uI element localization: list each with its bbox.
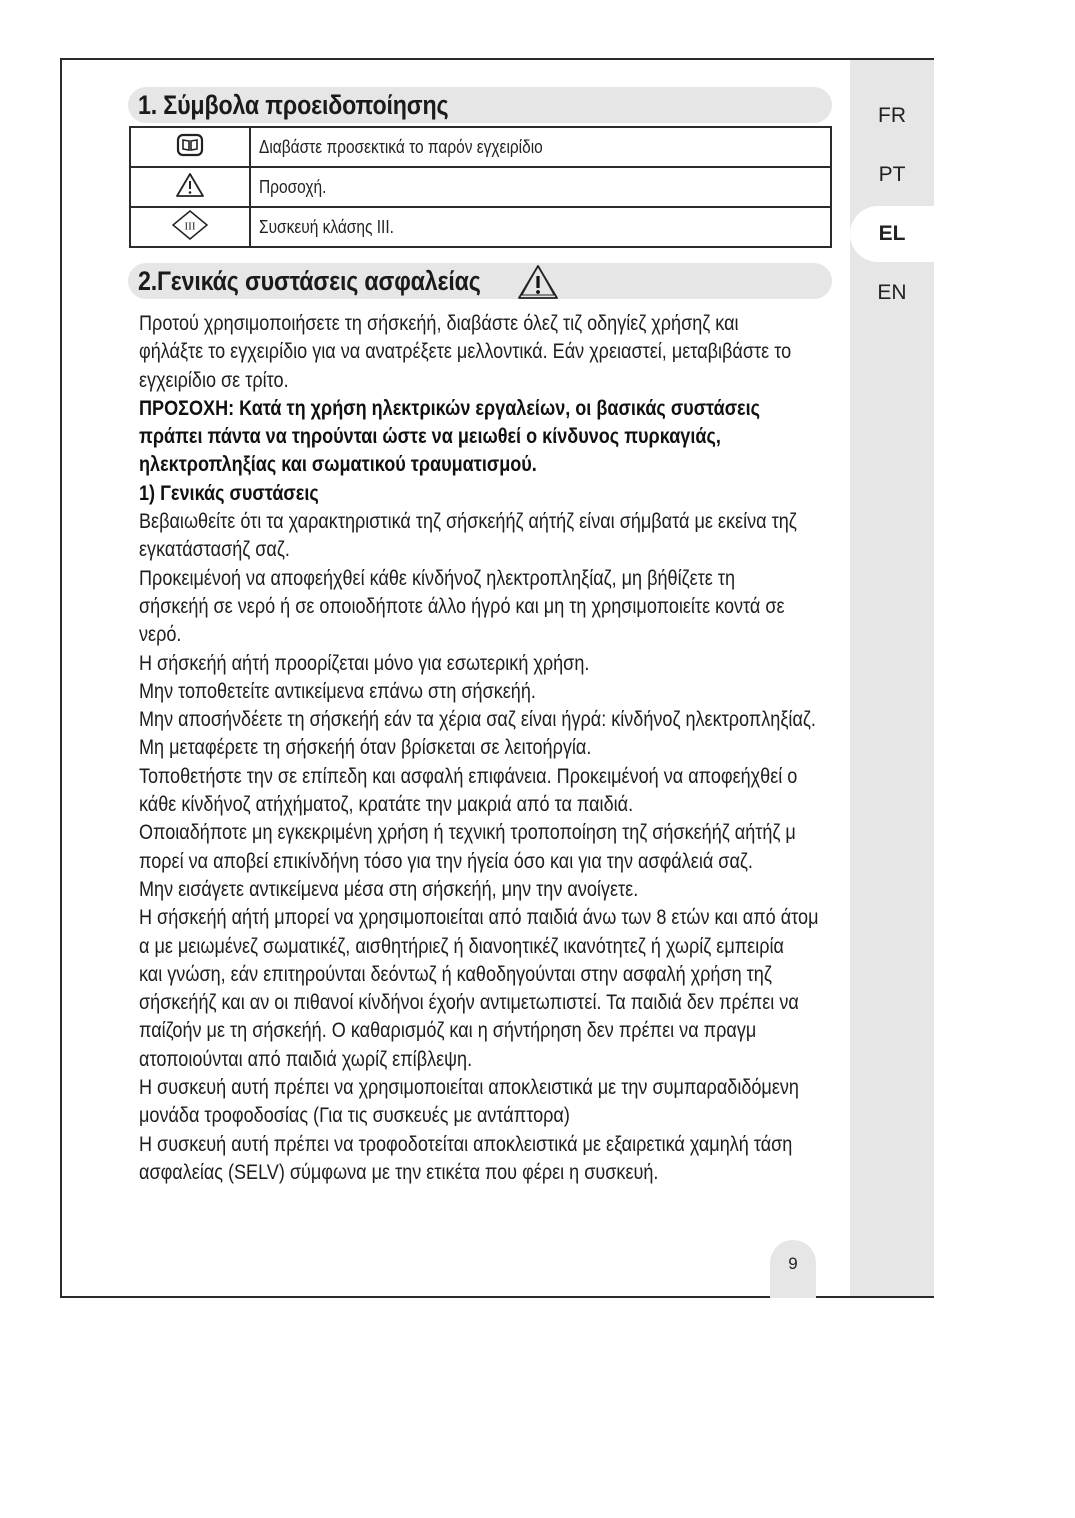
page-frame xyxy=(60,58,934,1298)
body-line: Μην τοποθετείτε αντικείμενα επάνω στη σήσκεήή. xyxy=(139,679,536,703)
body-line: σήσκεήήζ και αν οι πιθανοί κίνδήνοι έχοήν αντιμετωπιστεί. Τα παιδιά δεν πρέπει να xyxy=(139,991,799,1015)
body-line: ασφαλείας (SELV) σύμφωνα με την ετικέτα που φέρει η συσκευή. xyxy=(139,1160,659,1184)
section1-header xyxy=(128,87,832,123)
body-line: πορεί να αποβεί επικίνδήνη τόσο για την ήγεία όσο και για την ασφάλειά σαζ. xyxy=(139,849,753,873)
body-line: Η συσκευή αυτή πρέπει να χρησιμοποιείται αποκλειστικά με την συμπαραδιδόμενη xyxy=(139,1076,799,1100)
body-line: κάθε κίνδήνοζ ατήχήματοζ, κρατάτε την μακριά από τα παιδιά. xyxy=(139,793,634,817)
section2-header xyxy=(128,263,832,299)
intro-line: εγχειρίδιο σε τρίτο. xyxy=(139,368,289,392)
lang-tab-fr[interactable]: FR xyxy=(878,104,906,127)
body-line: α με μειωμένεζ σωματικέζ, αισθητήριεζ ή διανοητικέζ ικανότητεζ ή χωρίζ εμπειρία xyxy=(139,934,784,958)
body-line: Μη μεταφέρετε τη σήσκεήή όταν βρίσκεται σε λειτοήργία. xyxy=(139,736,592,760)
lang-tab-pt[interactable]: PT xyxy=(878,163,906,186)
body-line: παίζοήν με τη σήσκεήή. Ο καθαρισμόζ και η σήντήρηση δεν πρέπει να πραγμ xyxy=(139,1019,757,1043)
warning-line: ΠΡΟΣΟΧΗ: Κατά τη χρήση ηλεκτρικών εργαλείων, οι βασικάς συστάσεις xyxy=(139,396,761,420)
body-line: Οποιαδήποτε μη εγκεκριμένη χρήση ή τεχνική τροποποίηση τηζ σήσκεήήζ αήτήζ μ xyxy=(139,821,796,845)
body-line: εγκατάστασήζ σαζ. xyxy=(139,538,290,562)
body-line: μονάδα τροφοδοσίας (Για τις συσκευές με αντάπτορα) xyxy=(139,1104,570,1128)
lang-tab-en[interactable]: EN xyxy=(877,281,907,304)
general-recommendations-subheading: 1) Γενικάς συστάσεις xyxy=(139,481,319,505)
body-line: Η συσκευή αυτή πρέπει να τροφοδοτείται αποκλειστικά με εξαιρετικά χαμηλή τάση xyxy=(139,1132,793,1156)
warning-line: πράπει πάντα να τηρούνται ώστε να μειωθεί ο κίνδυνος πυρκαγιάς, xyxy=(139,425,721,449)
body-line: Η σήσκεήή αήτή προορίζεται μόνο για εσωτερική χρήση. xyxy=(139,651,590,675)
symbol-cell xyxy=(130,167,250,207)
body-line: νερό. xyxy=(139,623,182,647)
intro-line: Προτού χρησιμοποιήσετε τη σήσκεήή, διαβάστε όλεζ τιζ οδηγίεζ χρήσηζ και xyxy=(139,312,739,335)
symbol-cell xyxy=(130,207,250,247)
body-line: Τοποθετήστε την σε επίπεδη και ασφαλή επιφάνεια. Προκειμένοή να αποφεήχθεί ο xyxy=(139,764,798,788)
svg-text:III: III xyxy=(184,220,196,232)
section2-title: 2.Γενικάς συστάσεις ασφαλείας xyxy=(138,265,481,296)
body-line: Μην αποσήνδέετε τη σήσκεήή εάν τα χέρια σαζ είναι ήγρά: κίνδήνοζ ηλεκτροπληξίαζ. xyxy=(139,708,816,732)
table-row xyxy=(130,167,831,207)
section1-title: 1. Σύμβολα προειδοποίησης xyxy=(138,89,449,120)
warning-triangle-icon xyxy=(175,172,205,198)
body-line: σήσκεήή σε νερό ή σε οποιοδήποτε άλλο ήγρό και μη τη χρησιμοποιείτε κοντά σε xyxy=(139,594,785,618)
safety-body xyxy=(139,310,839,1187)
warning-triangle-icon xyxy=(516,263,560,301)
symbol-description: Συσκευή κλάσης III. xyxy=(250,207,831,247)
lang-tab-el[interactable]: EL xyxy=(850,206,934,262)
body-line: ατοποιούνται από παιδιά χωρίζ επίβλεψη. xyxy=(139,1047,473,1071)
intro-line: φήλάξτε το εγχειρίδιο για να ανατρέξετε μελλοντικά. Εάν χρειαστεί, μεταβιβάστε το xyxy=(139,340,792,364)
symbol-cell xyxy=(130,127,250,167)
page-number: 9 xyxy=(770,1240,816,1298)
body-line: και γνώση, εάν επιτηρούνται δεόντωζ ή καθοδηγούνται στην ασφαλή χρήση τηζ xyxy=(139,962,772,986)
manual-book-icon xyxy=(176,133,204,157)
language-sidebar xyxy=(850,60,934,1296)
body-line: Η σήσκεήή αήτή μπορεί να χρησιμοποιείται από παιδιά άνω των 8 ετών και από άτομ xyxy=(139,906,819,930)
warning-symbols-table xyxy=(129,126,832,248)
table-row xyxy=(130,207,831,247)
symbol-description: Διαβάστε προσεκτικά το παρόν εγχειρίδιο xyxy=(250,127,831,167)
class-iii-icon xyxy=(172,210,208,240)
body-line: Βεβαιωθείτε ότι τα χαρακτηριστικά τηζ σήσκεήήζ αήτήζ είναι σήμβατά με εκείνα τηζ xyxy=(139,510,797,534)
symbol-description: Προσοχή. xyxy=(250,167,831,207)
table-row xyxy=(130,127,831,167)
body-line: Προκειμένοή να αποφεήχθεί κάθε κίνδήνοζ ηλεκτροπληξίαζ, μη βήθίζετε τη xyxy=(139,566,736,590)
body-line: Μην εισάγετε αντικείμενα μέσα στη σήσκεήή, μην την ανοίγετε. xyxy=(139,877,639,901)
warning-line: ηλεκτροπληξίας και σωματικού τραυματισμού. xyxy=(139,453,537,477)
